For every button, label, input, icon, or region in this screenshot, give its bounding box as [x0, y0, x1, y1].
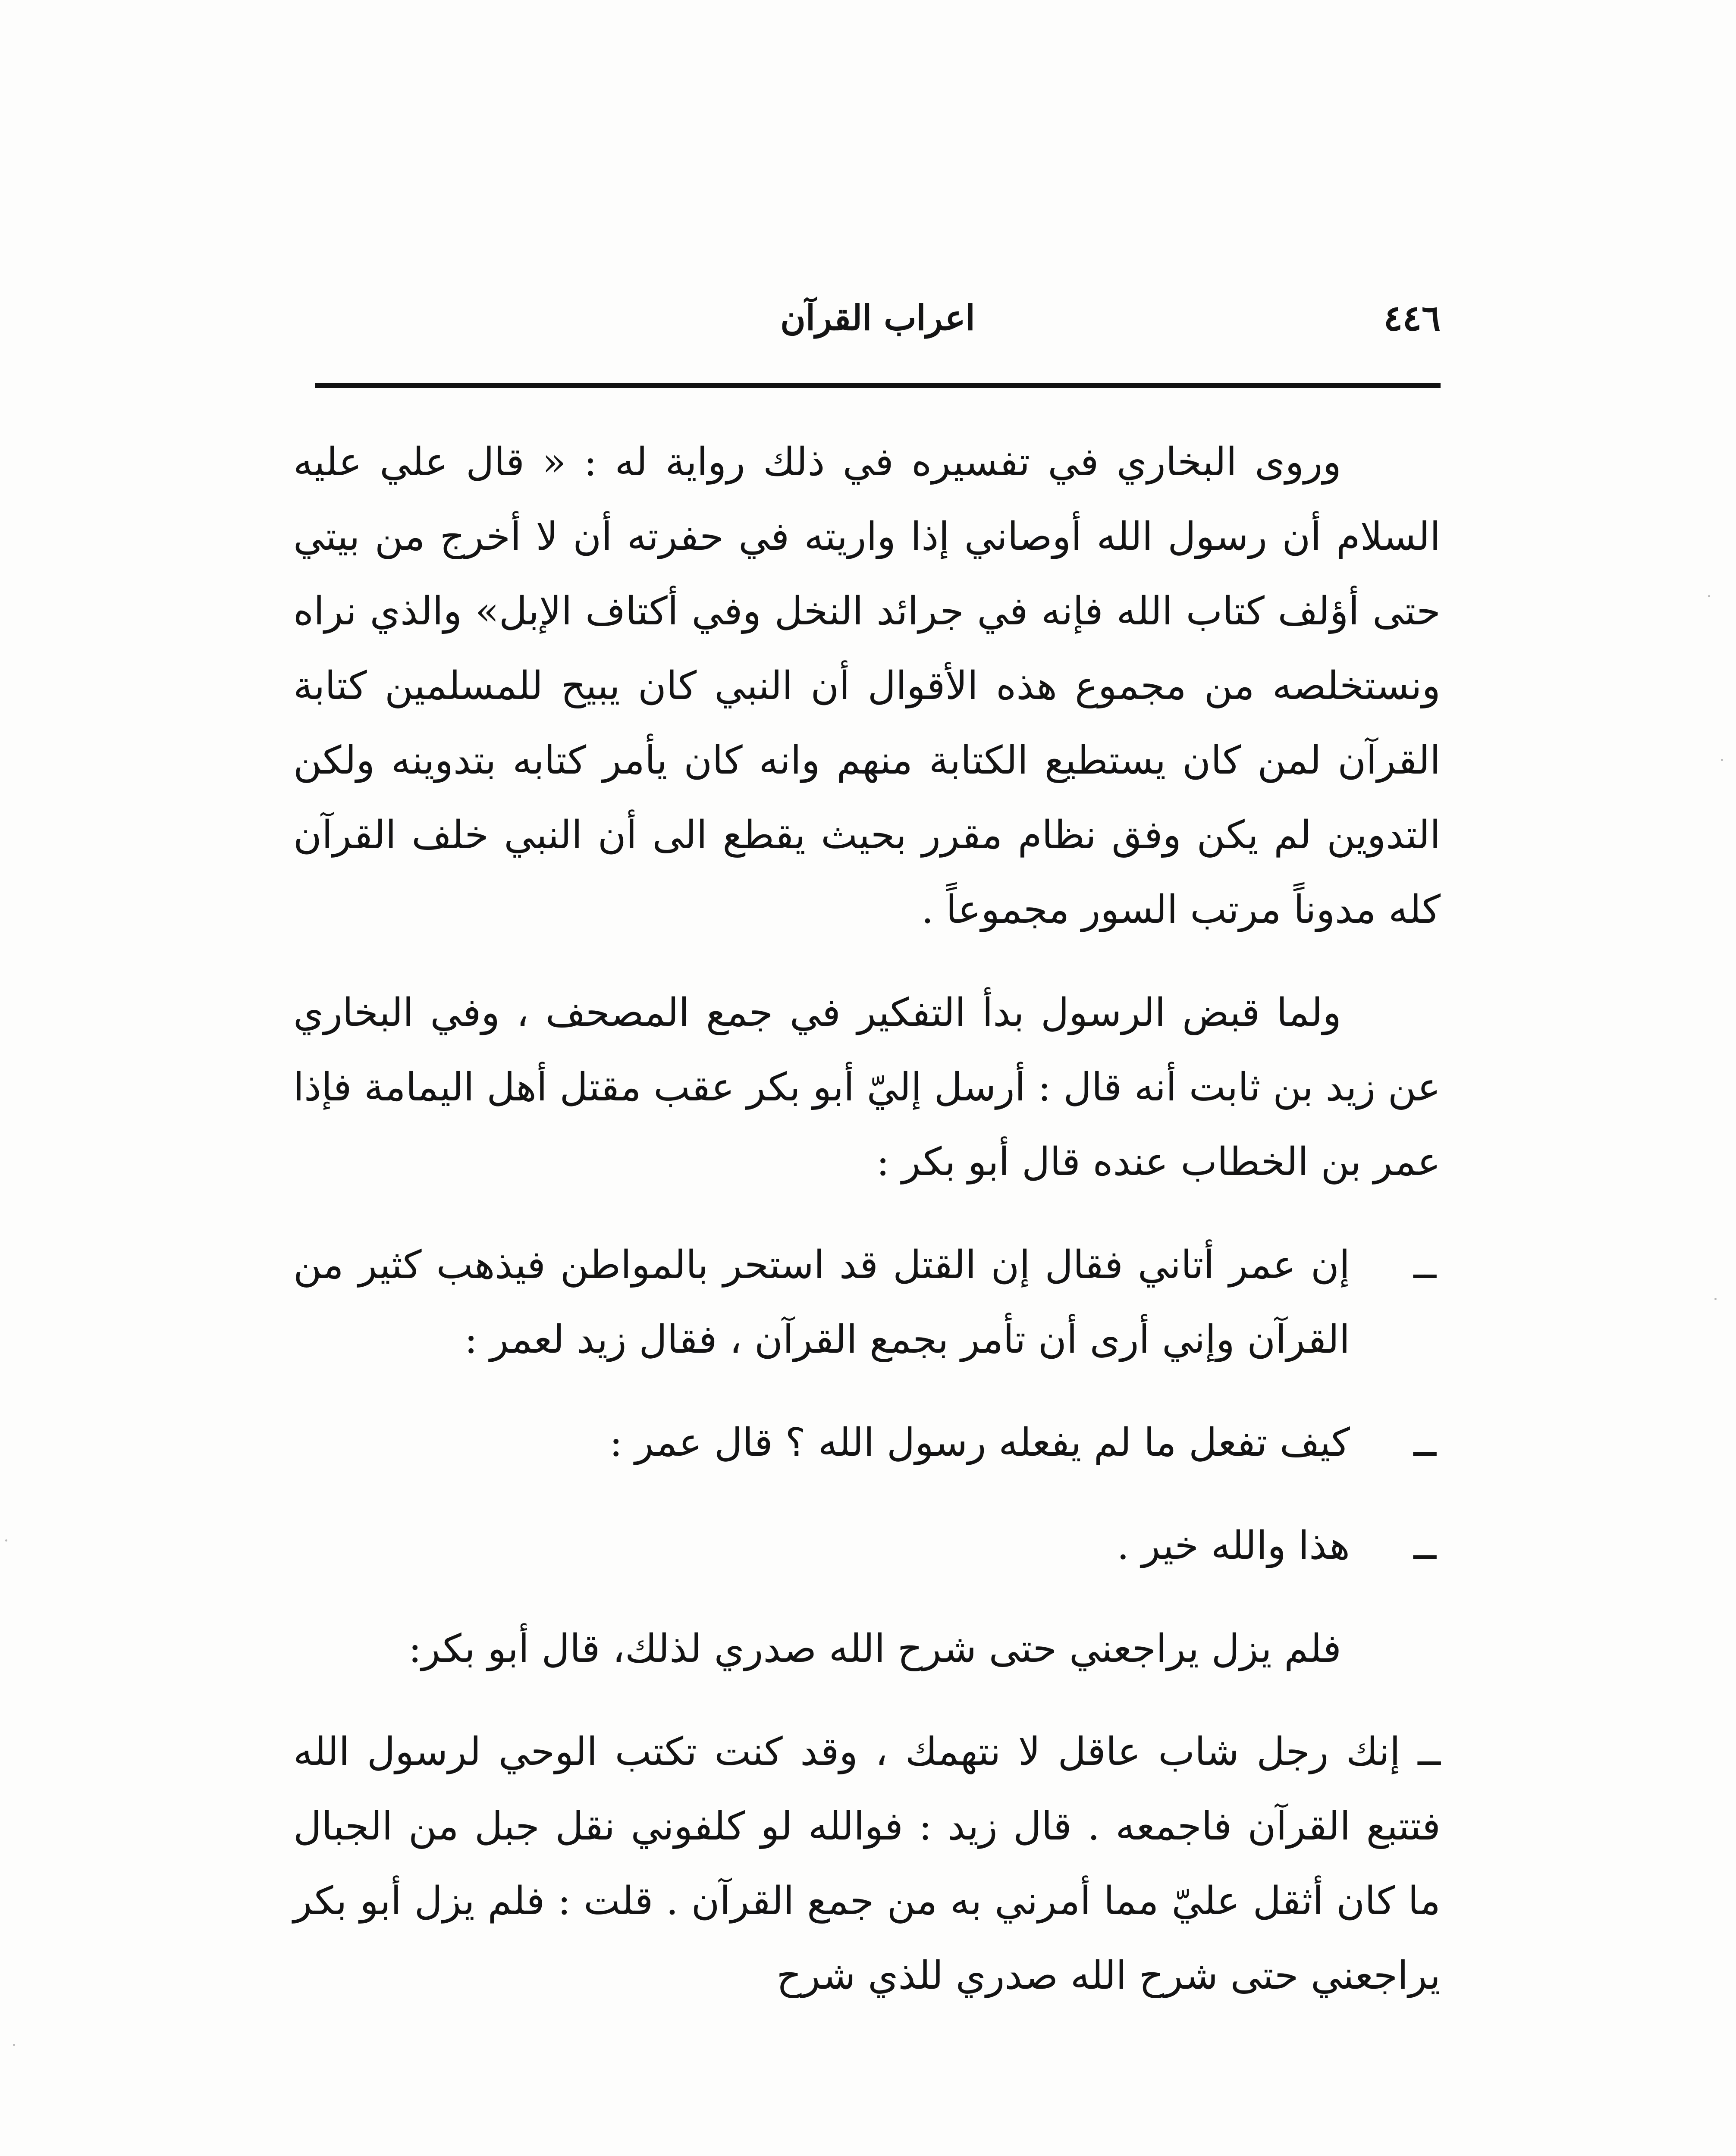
dialogue-text: إنك رجل شاب عاقل لا نتهمك ، وقد كنت تكتب الوحي لرسول الله فتتبع القرآن فاجمعه . قال زيد : فوالله لو كلفوني نقل جبل من الجبال ما كان أثقل عليّ مما أمرني به من جمع القرآن . قلت : فلم يزل أبو بكر يراجعني حتى شرح الله صدري للذي شرح — [293, 1729, 1441, 1998]
scan-speck — [13, 2044, 15, 2046]
dialogue-dash: ــ — [1413, 1523, 1436, 1568]
scan-speck — [5, 1539, 7, 1542]
paragraph-bukhari-report: وروى البخاري في تفسيره في ذلك رواية له : « قال علي عليه السلام أن رسول الله أوصاني إذا واريته في حفرته أن لا أخرج من بيتي حتى أؤلف كتاب الله فإنه في جرائد النخل وفي أكتاف الإبل» والذي نراه ونستخلصه من مجموع هذه الأقوال أن النبي كان يبيح للمسلمين كتابة القرآن لمن كان يستطيع الكتابة منهم وانه كان يأمر كتابه بتدوينه ولكن التدوين لم يكن وفق نظام مقرر بحيث يقطع الى أن النبي خلف القرآن كله مدوناً مرتب السور مجموعاً . — [293, 439, 1441, 932]
dialogue-dash: ــ — [1418, 1729, 1441, 1774]
dialogue-text: هذا والله خير . — [1117, 1523, 1350, 1568]
dialogue-dash: ــ — [1413, 1242, 1436, 1288]
scan-speck — [1714, 1298, 1717, 1300]
dialogue-line — [293, 1228, 1441, 1377]
dialogue-text: كيف تفعل ما لم يفعله رسول الله ؟ قال عمر : — [609, 1420, 1350, 1465]
page-number: ٤٤٦ — [1383, 298, 1441, 339]
page-body — [293, 425, 1441, 2041]
dialogue-text: إن عمر أتاني فقال إن القتل قد استحر بالمواطن فيذهب كثير من القرآن وإني أرى أن تأمر بجمع القرآن ، فقال زيد لعمر : — [293, 1242, 1350, 1362]
scan-speck — [1721, 759, 1723, 761]
page-header — [315, 298, 1441, 354]
paragraph-abu-bakr: فلم يزل يراجعني حتى شرح الله صدري لذلك، قال أبو بكر: — [408, 1626, 1341, 1671]
dialogue-line — [293, 1714, 1441, 2013]
running-title: اعراب القرآن — [780, 298, 975, 338]
paragraph-zaid-narration: ولما قبض الرسول بدأ التفكير في جمع المصحف ، وفي البخاري عن زيد بن ثابت أنه قال : أرسل إليّ أبو بكر عقب مقتل أهل اليمامة فإذا عمر بن الخطاب عنده قال أبو بكر : — [293, 990, 1441, 1185]
dialogue-dash: ــ — [1413, 1420, 1436, 1465]
scan-speck — [1708, 595, 1710, 597]
header-rule — [315, 383, 1441, 388]
dialogue-line — [293, 1405, 1441, 1480]
dialogue-line — [293, 1508, 1441, 1583]
